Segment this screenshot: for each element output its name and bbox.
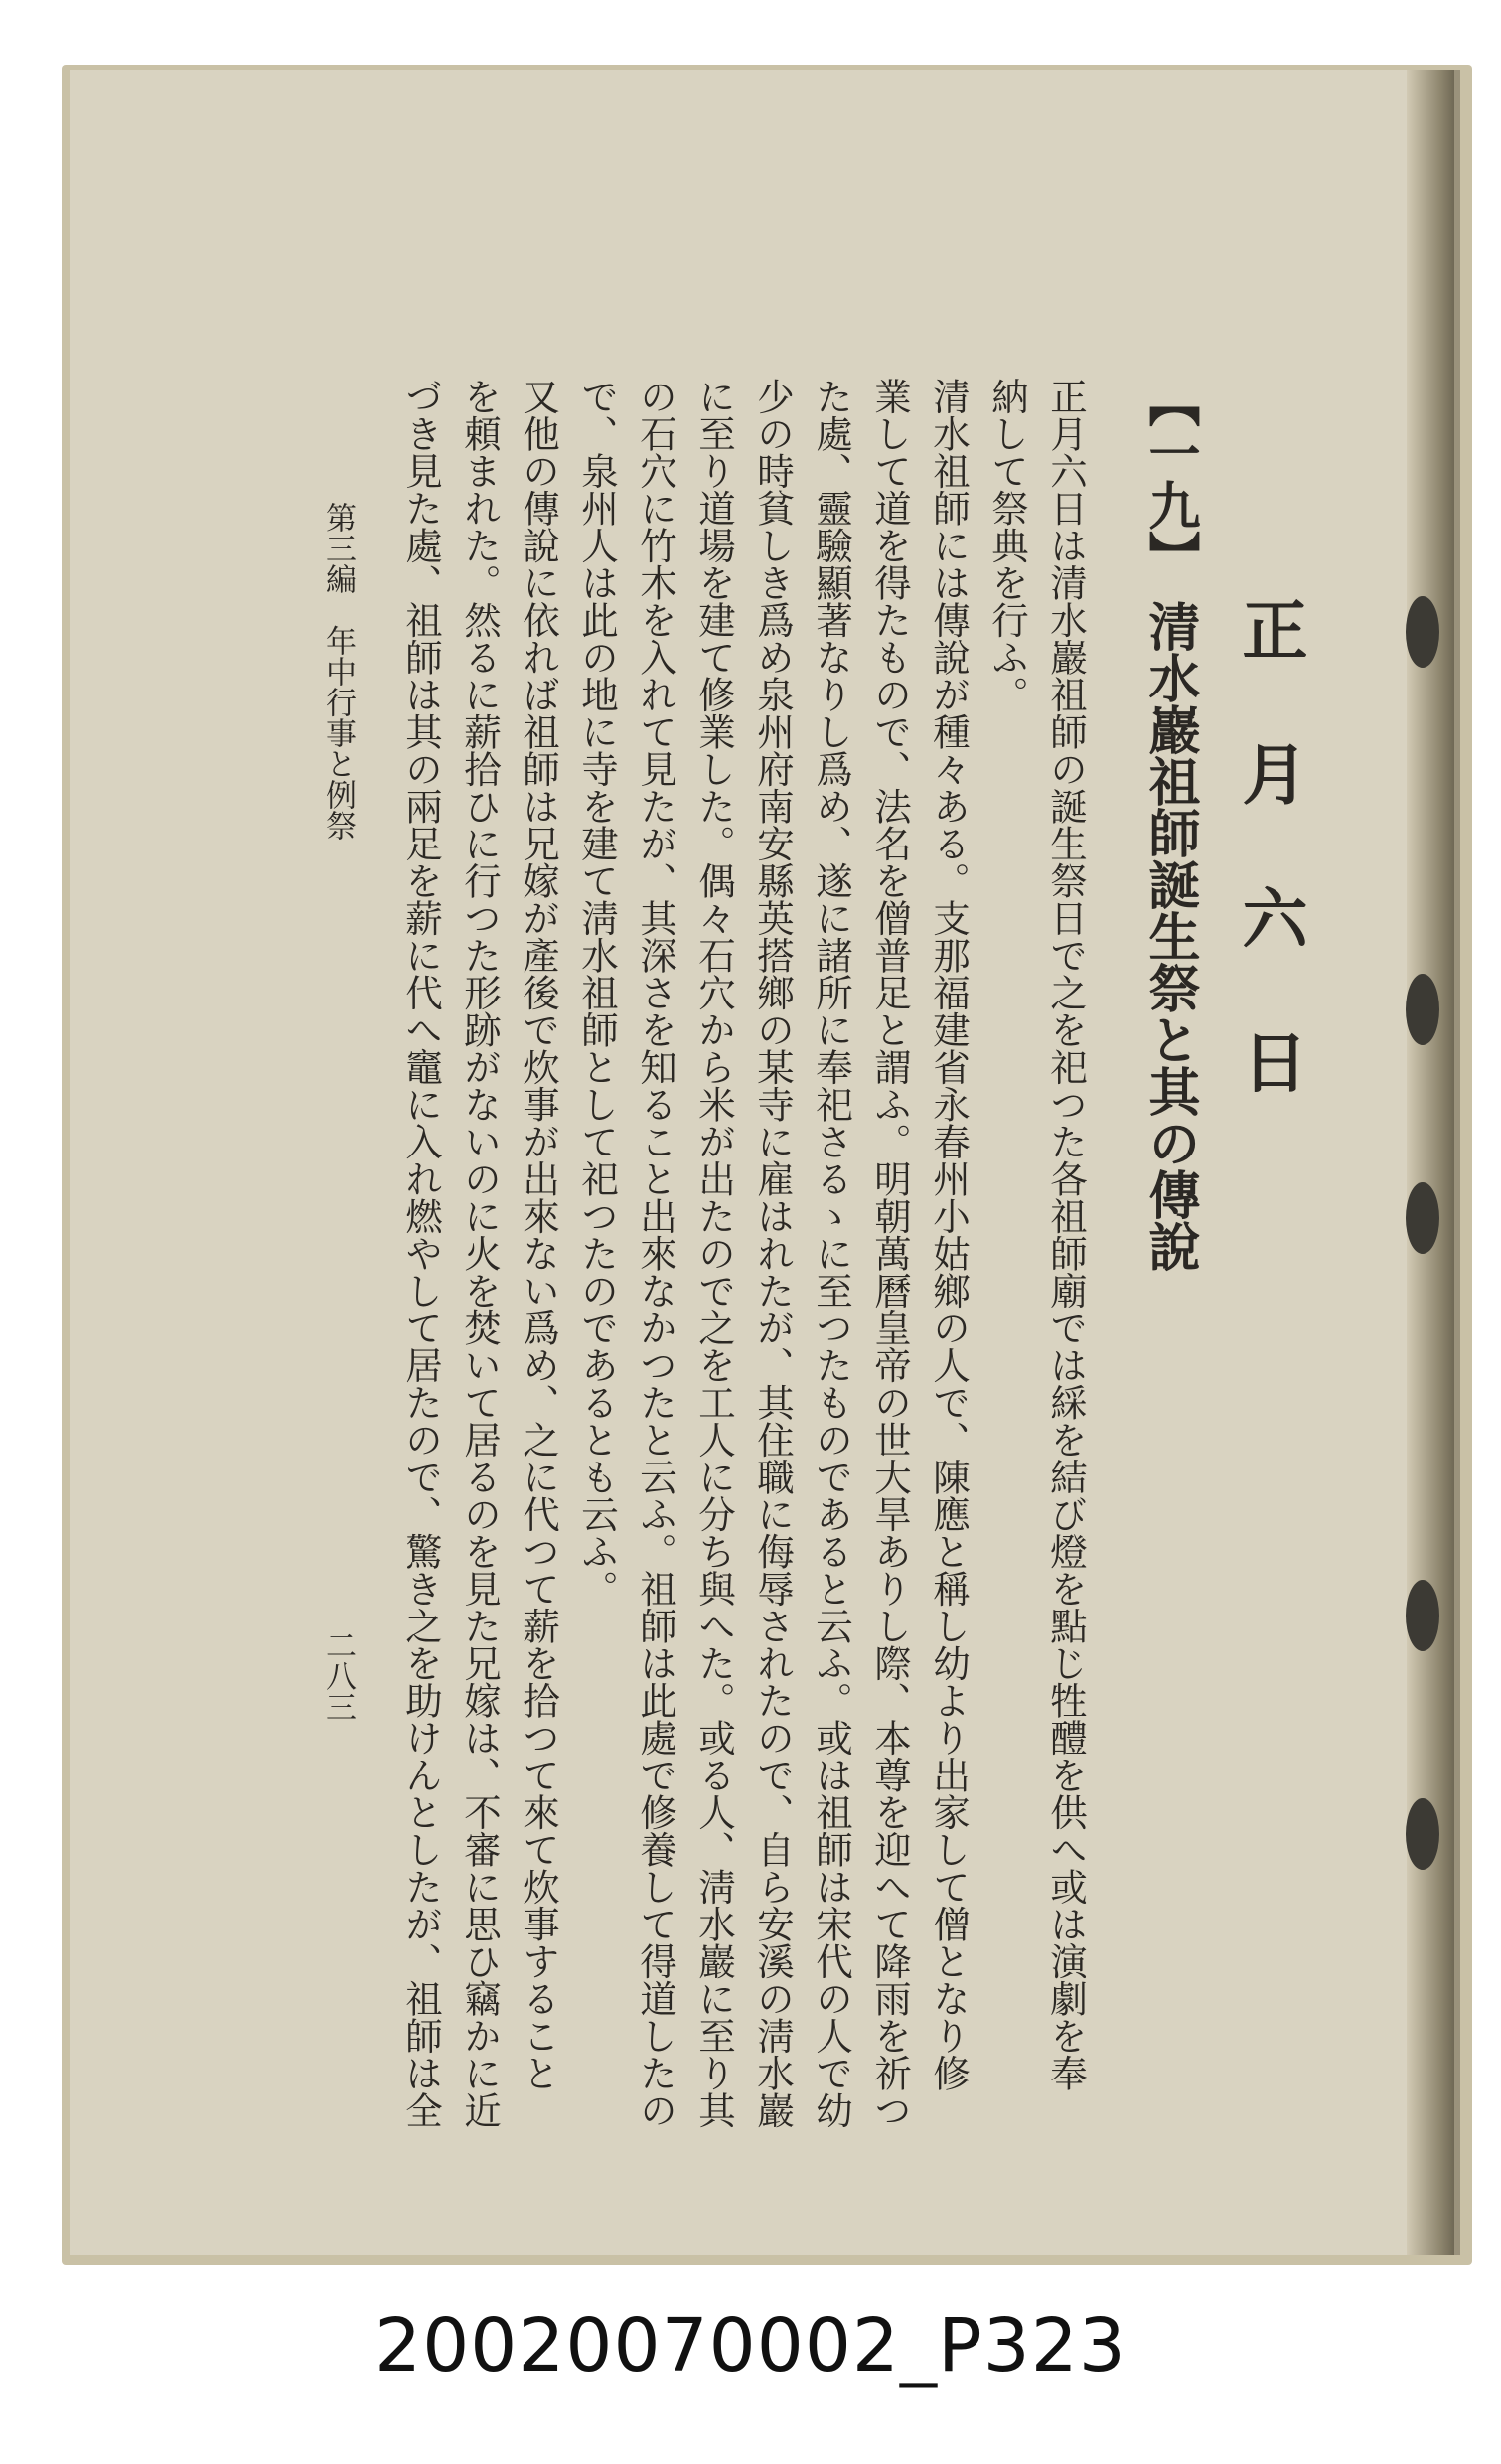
binding-gutter bbox=[1407, 70, 1454, 2255]
binding-hole bbox=[1406, 596, 1439, 668]
section-heading: 【一九】 清水巖祖師誕生祭と其の傳說 bbox=[1139, 376, 1199, 1273]
image-caption: 20020070002_P323 bbox=[375, 2303, 1126, 2388]
body-column: 業して道を得たもので、法名を僧普足と謂ふ。明朝萬曆皇帝の世大旱ありし際、本尊を迎へて降雨を祈つ bbox=[868, 378, 912, 2129]
body-column: を頼まれた。然るに薪拾ひに行つた形跡がないのに火を焚いて居るのを見た兄嫁は、不審に思ひ竊かに近 bbox=[458, 378, 502, 2129]
body-column: 清水祖師には傳說が種々ある。支那福建省永春州小姑鄉の人で、陳應と稱し幼より出家して僧となり修 bbox=[927, 378, 971, 2091]
date-title: 正 月 六 日 bbox=[1231, 596, 1307, 1122]
binding-hole bbox=[1406, 1182, 1439, 1254]
body-column: に至り道場を建て修業した。偶々石穴から米が出たので之を工人に分ち與へた。或る人、淸水巖に至り其 bbox=[692, 378, 736, 2129]
binding-hole bbox=[1406, 1580, 1439, 1651]
body-column: 又他の傳說に依れば祖師は兄嫁が產後で炊事が出來ない爲め、之に代つて薪を拾つて來て炊事すること bbox=[517, 378, 560, 2091]
body-column: づき見た處、祖師は其の兩足を薪に代へ竈に入れ燃やして居たので、驚き之を助けんとしたが、祖師は全 bbox=[399, 378, 443, 2129]
body-column: た處、靈驗顯著なりし爲め、遂に諸所に奉祀さるゝに至つたものであると云ふ。或は祖師は宋代の人で幼 bbox=[810, 378, 853, 2129]
binding-hole bbox=[1406, 974, 1439, 1045]
body-column: の石穴に竹木を入れて見たが、其深さを知ること出來なかつたと云ふ。祖師は此處で修養して得道したの bbox=[634, 378, 677, 2129]
body-column: 少の時貧しき爲め泉州府南安縣英搭鄉の某寺に雇はれたが、其住職に侮辱されたので、自ら安溪の淸水巖 bbox=[751, 378, 795, 2129]
page-number: 二八三 bbox=[320, 1629, 356, 1722]
body-column: 正月六日は清水巖祖師の誕生祭日で之を祀つた各祖師廟では綵を結び燈を點じ牲醴を供へ或は演劇を奉 bbox=[1044, 378, 1088, 2091]
footer-section-title: 第三編 年中行事と例祭 bbox=[320, 502, 356, 841]
binding-hole bbox=[1406, 1798, 1439, 1870]
body-column: で、泉州人は此の地に寺を建て淸水祖師として祀つたのであるとも云ふ。 bbox=[575, 378, 619, 1608]
body-column: 納して祭典を行ふ。 bbox=[985, 378, 1029, 713]
